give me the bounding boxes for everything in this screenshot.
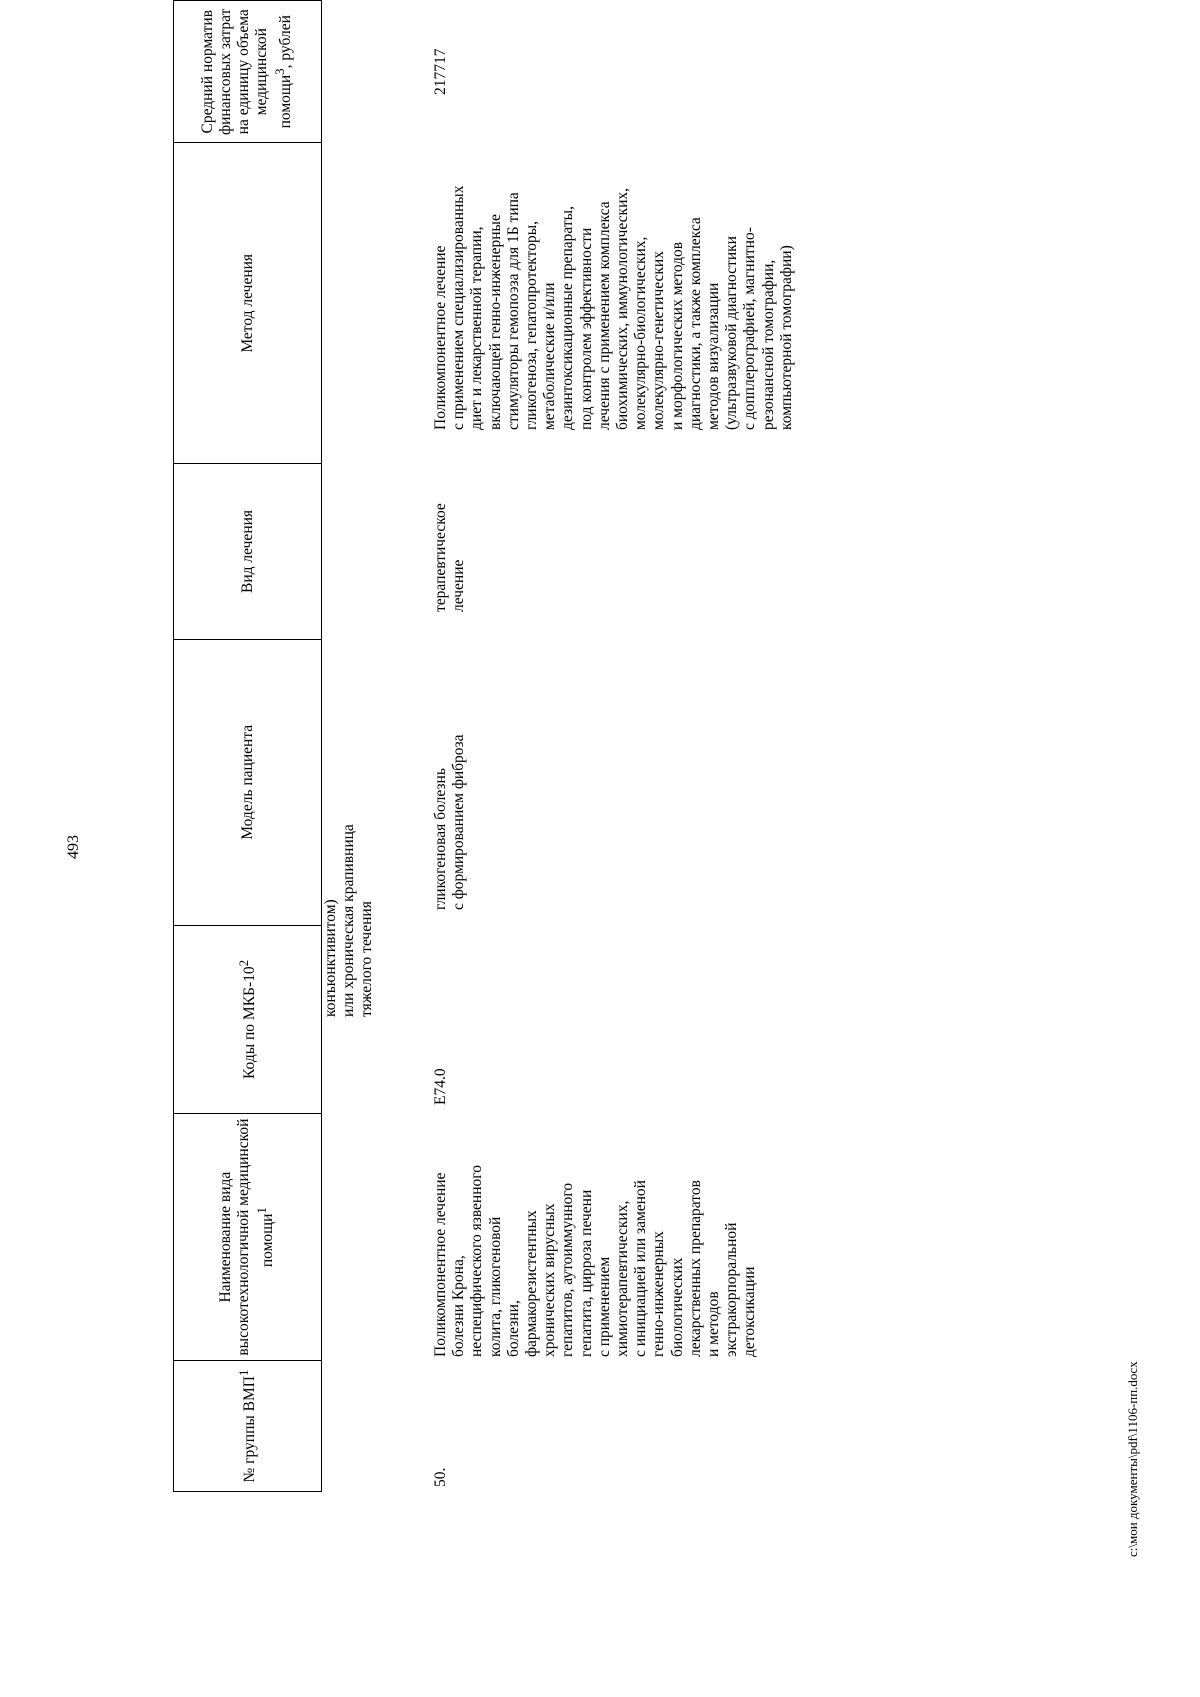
header-row	[174, 1, 322, 1492]
footer-file-path: c:\мои документы\pdf\1106-пп.docx	[1125, 1361, 1140, 1557]
header-group-number: № группы ВМП$^1$	[174, 1361, 322, 1492]
row-treatment-type: терапевтическое лечение	[432, 503, 468, 612]
header-icd-codes: Коды по МКБ-$10^2$	[174, 925, 322, 1113]
row-icd-code: E74.0	[432, 1068, 449, 1105]
header-treatment-type: Вид лечения	[174, 464, 322, 640]
continuation-patient-model: конъюнктивитом) или хроническая крапивница тяжелого течения	[322, 824, 376, 1017]
row-treatment-method: Поликомпонентное лечение с применением специализированных диет и лекарственной терапии, включающей генно-инженерные стимуляторы гемопоэза для 1Б типа гликогеноза, гепатопротекторы, метаболические и/или дезинтоксикационные препараты, под контролем эффективности лечения с применением комплекса биохимических, иммунологических, молекулярно-биологических, молекулярно-генетических и морфологических методов диагностики, а также комплекса методов визуализации (ультразвуковой диагностики с допплерографией, магнитно- резонансной томографии, компьютерной томографии)	[432, 185, 795, 430]
row-patient-model: гликогеновая болезнь с формированием фиброза	[432, 734, 468, 910]
header-vmp-name: Наименование вида высокотехнологичной медицинской помощи$^1$	[174, 1114, 322, 1361]
row-cost: 217717	[432, 48, 449, 95]
row-group-number: 50.	[432, 1467, 449, 1487]
header-cost-norm: Средний норматив финансовых затрат на единицу объема медицинской помощи$^3$, рублей	[174, 1, 322, 143]
header-patient-model: Модель пациента	[174, 639, 322, 925]
table-header	[173, 0, 322, 1492]
row-vmp-name: Поликомпонентное лечение болезни Крона, неспецифического язвенного колита, гликогеновой болезни, фармакорезистентных хронических вирусных гепатитов, аутоиммунного гепатита, цирроза печени с применением химиотерапевтических, с инициацией или заменой генно-инженерных биологических лекарственных препаратов и методов экстракорпоральной детоксикации	[432, 1165, 759, 1357]
header-treatment-method: Метод лечения	[174, 143, 322, 464]
page-number: 493	[65, 835, 82, 859]
